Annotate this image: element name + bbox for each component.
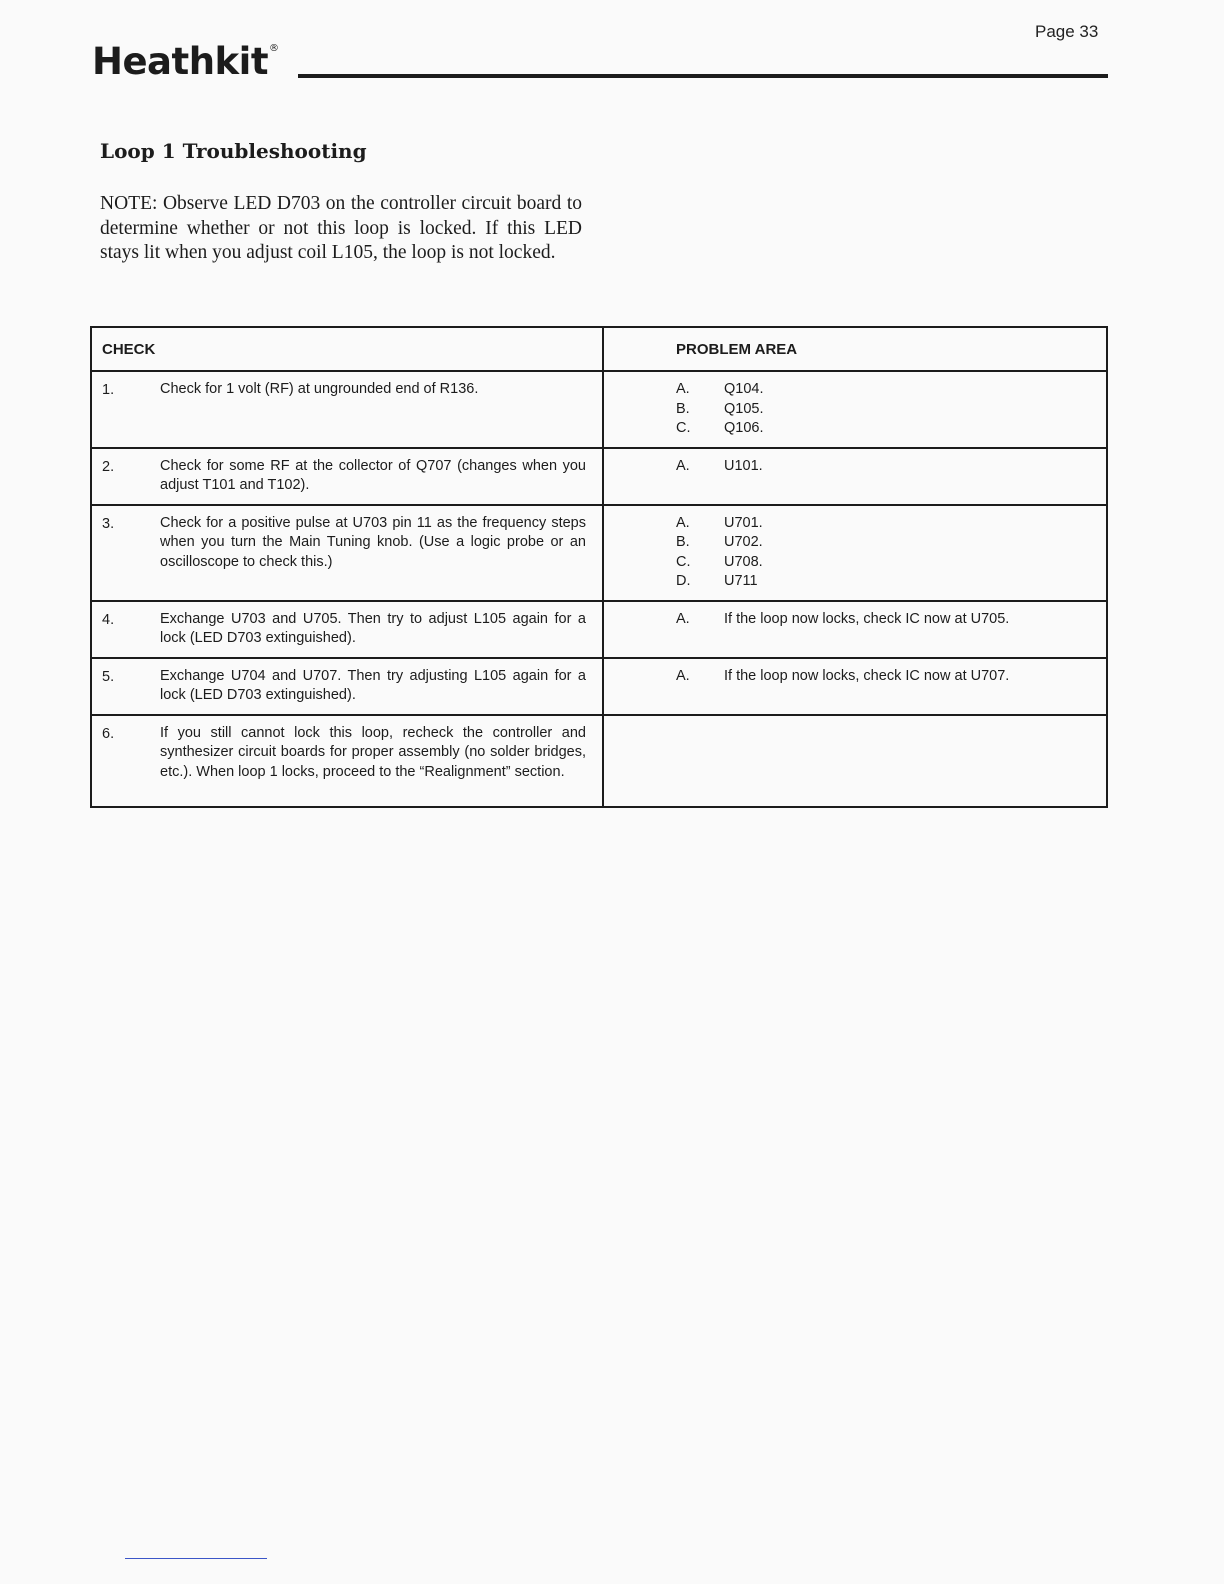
problem-letter: A.	[676, 610, 690, 627]
check-text: Check for a positive pulse at U703 pin 11 as the frequency steps when you turn the Main Tuning knob. (Use a logic probe or an oscilloscope to check this.)	[160, 514, 586, 570]
check-text: Check for 1 volt (RF) at ungrounded end of R136.	[160, 381, 479, 397]
footer-line	[125, 1558, 267, 1559]
problem-area-column-header: PROBLEM AREA	[603, 327, 1107, 371]
page-number: Page 33	[1035, 22, 1099, 41]
brand-logo	[92, 40, 278, 83]
problem-item	[676, 457, 1106, 477]
problem-text: U101.	[724, 457, 763, 474]
problem-item	[676, 514, 1106, 534]
check-number: 6.	[102, 725, 115, 742]
problem-area-cell	[603, 658, 1107, 715]
problem-item	[676, 400, 1106, 420]
header-rule	[298, 74, 1108, 78]
problem-text: Q105.	[724, 400, 764, 417]
check-column-header: CHECK	[91, 327, 603, 371]
check-cell	[91, 448, 603, 505]
problem-item	[676, 610, 1106, 630]
check-text: Exchange U704 and U707. Then try adjusting L105 again for a lock (LED D703 extinguished).	[160, 667, 586, 703]
problem-item	[676, 533, 1106, 553]
check-cell	[91, 601, 603, 658]
problem-letter: D.	[676, 573, 691, 589]
check-cell	[91, 715, 603, 807]
problem-item	[676, 380, 1106, 400]
troubleshooting-table	[90, 326, 1108, 808]
check-text: Check for some RF at the collector of Q707 (changes when you adjust T101 and T102).	[160, 457, 586, 493]
problem-letter: A.	[676, 667, 690, 684]
problem-letter: C.	[676, 420, 691, 436]
check-cell	[91, 505, 603, 601]
problem-text: Q106.	[724, 420, 764, 436]
problem-area-cell	[603, 505, 1107, 601]
problem-item	[676, 572, 1106, 592]
problem-text: U708.	[724, 553, 763, 570]
check-number: 5.	[102, 668, 115, 685]
problem-letter: B.	[676, 534, 690, 550]
table-row	[91, 715, 1107, 807]
problem-letter: A.	[676, 457, 690, 474]
problem-item	[676, 419, 1106, 439]
check-cell	[91, 658, 603, 715]
problem-text: U702.	[724, 534, 763, 550]
problem-text: Q104.	[724, 381, 764, 397]
problem-area-cell	[603, 448, 1107, 505]
check-number: 1.	[102, 382, 115, 398]
check-text: If you still cannot lock this loop, recheck the controller and synthesizer circuit boards for proper assembly (no solder bridges, etc.). When loop 1 locks, proceed to the “Realignment” section.	[160, 724, 586, 780]
check-text: Exchange U703 and U705. Then try to adjust L105 again for a lock (LED D703 extinguished).	[160, 610, 586, 646]
registered-mark: ®	[269, 42, 279, 54]
problem-letter: A.	[676, 381, 690, 397]
check-cell	[91, 371, 603, 448]
table-header-row	[91, 327, 1107, 371]
problem-area-cell	[603, 715, 1107, 807]
problem-item	[676, 667, 1106, 687]
check-number: 2.	[102, 458, 115, 475]
table-row	[91, 505, 1107, 601]
problem-letter: C.	[676, 553, 691, 570]
section-title: Loop 1 Troubleshooting	[100, 139, 367, 163]
problem-area-cell	[603, 601, 1107, 658]
table-row	[91, 371, 1107, 448]
problem-text: If the loop now locks, check IC now at U707.	[724, 667, 1010, 684]
table-row	[91, 448, 1107, 505]
table-row	[91, 601, 1107, 658]
problem-text: If the loop now locks, check IC now at U705.	[724, 610, 1010, 627]
table-row	[91, 658, 1107, 715]
problem-item	[676, 553, 1106, 573]
check-number: 4.	[102, 611, 115, 628]
problem-letter: B.	[676, 400, 690, 417]
note-paragraph: NOTE: Observe LED D703 on the controller circuit board to determine whether or not this loop is locked. If this LED stays lit when you adjust coil L105, the loop is not locked.	[100, 193, 582, 263]
problem-text: U701.	[724, 514, 763, 531]
problem-letter: A.	[676, 514, 690, 531]
problem-area-cell	[603, 371, 1107, 448]
table-body	[91, 371, 1107, 807]
check-number: 3.	[102, 515, 115, 532]
brand-name: Heathkit	[92, 40, 269, 83]
problem-text: U711	[724, 573, 758, 589]
